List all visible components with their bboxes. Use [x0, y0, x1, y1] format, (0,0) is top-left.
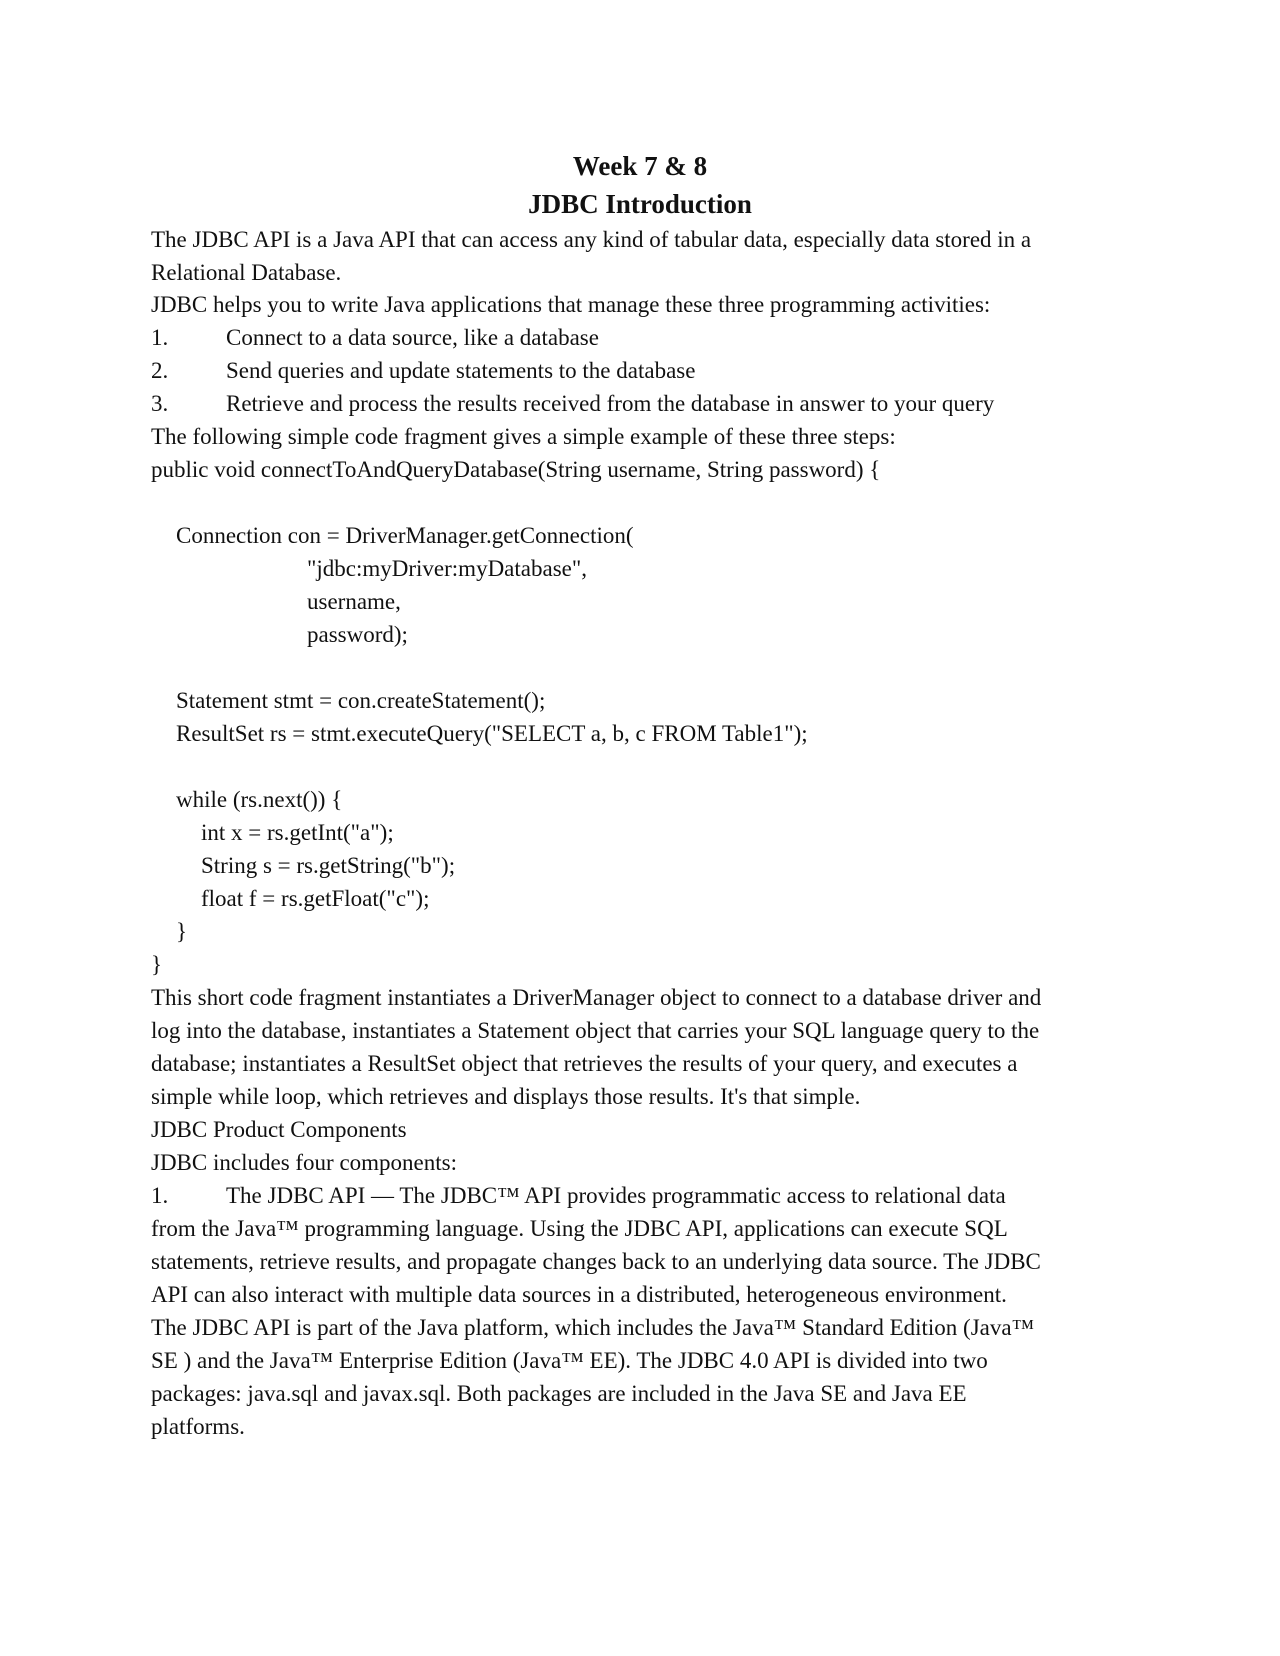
- code-intro: The following simple code fragment gives a simple example of these three steps:: [151, 424, 896, 449]
- component-line: platforms.: [151, 1414, 245, 1439]
- intro-line: JDBC helps you to write Java applications that manage these three programming activities:: [151, 292, 991, 317]
- component-line: SE ) and the Java™ Enterprise Edition (Java™ EE). The JDBC 4.0 API is divided into two: [151, 1348, 988, 1373]
- code-line: "jdbc:myDriver:myDatabase",: [307, 556, 587, 581]
- code-line: String s = rs.getString("b");: [201, 853, 456, 878]
- component-line: from the Java™ programming language. Using the JDBC API, applications can execute SQL: [151, 1216, 1008, 1241]
- component-number: 1.: [151, 1183, 169, 1208]
- activity-number: 2.: [151, 358, 169, 383]
- component-line: The JDBC API is part of the Java platform, which includes the Java™ Standard Edition (Java™: [151, 1315, 1035, 1340]
- explanation-line: simple while loop, which retrieves and displays those results. It's that simple.: [151, 1084, 861, 1109]
- activity-item: [151, 357, 695, 385]
- component-item: [151, 1182, 1006, 1210]
- code-line: float f = rs.getFloat("c");: [201, 886, 430, 911]
- explanation-line: database; instantiates a ResultSet object that retrieves the results of your query, and executes a: [151, 1051, 1018, 1076]
- code-line: public void connectToAndQueryDatabase(String username, String password) {: [151, 457, 881, 482]
- explanation-line: This short code fragment instantiates a DriverManager object to connect to a database driver and: [151, 985, 1042, 1010]
- component-text: The JDBC API — The JDBC™ API provides programmatic access to relational data: [226, 1183, 1006, 1208]
- activity-number: 1.: [151, 325, 169, 350]
- code-line: Connection con = DriverManager.getConnection(: [176, 523, 634, 548]
- activity-number: 3.: [151, 391, 169, 416]
- component-line: statements, retrieve results, and propagate changes back to an underlying data source. The JDBC: [151, 1249, 1041, 1274]
- activity-text: Retrieve and process the results received from the database in answer to your query: [226, 391, 995, 416]
- code-line: password);: [307, 622, 408, 647]
- activity-text: Send queries and update statements to the database: [226, 358, 696, 383]
- components-heading: JDBC Product Components: [151, 1117, 407, 1142]
- code-line: username,: [307, 589, 401, 614]
- code-line: }: [151, 952, 163, 977]
- code-line: while (rs.next()) {: [176, 787, 343, 812]
- explanation-line: log into the database, instantiates a Statement object that carries your SQL language query to the: [151, 1018, 1040, 1043]
- component-line: API can also interact with multiple data sources in a distributed, heterogeneous environment.: [151, 1282, 1007, 1307]
- code-line: }: [176, 919, 188, 944]
- activity-item: [151, 390, 994, 418]
- component-line: packages: java.sql and javax.sql. Both packages are included in the Java SE and Java EE: [151, 1381, 967, 1406]
- intro-line: The JDBC API is a Java API that can access any kind of tabular data, especially data stored in a: [151, 227, 1032, 252]
- activity-text: Connect to a data source, like a database: [226, 325, 599, 350]
- code-line: int x = rs.getInt("a");: [201, 820, 394, 845]
- intro-line: Relational Database.: [151, 260, 342, 285]
- code-line: ResultSet rs = stmt.executeQuery("SELECT a, b, c FROM Table1");: [176, 721, 808, 746]
- components-intro: JDBC includes four components:: [151, 1150, 457, 1175]
- activity-item: [151, 324, 599, 352]
- code-line: Statement stmt = con.createStatement();: [176, 688, 546, 713]
- page-title: JDBC Introduction: [528, 189, 752, 219]
- week-heading: Week 7 & 8: [572, 151, 708, 181]
